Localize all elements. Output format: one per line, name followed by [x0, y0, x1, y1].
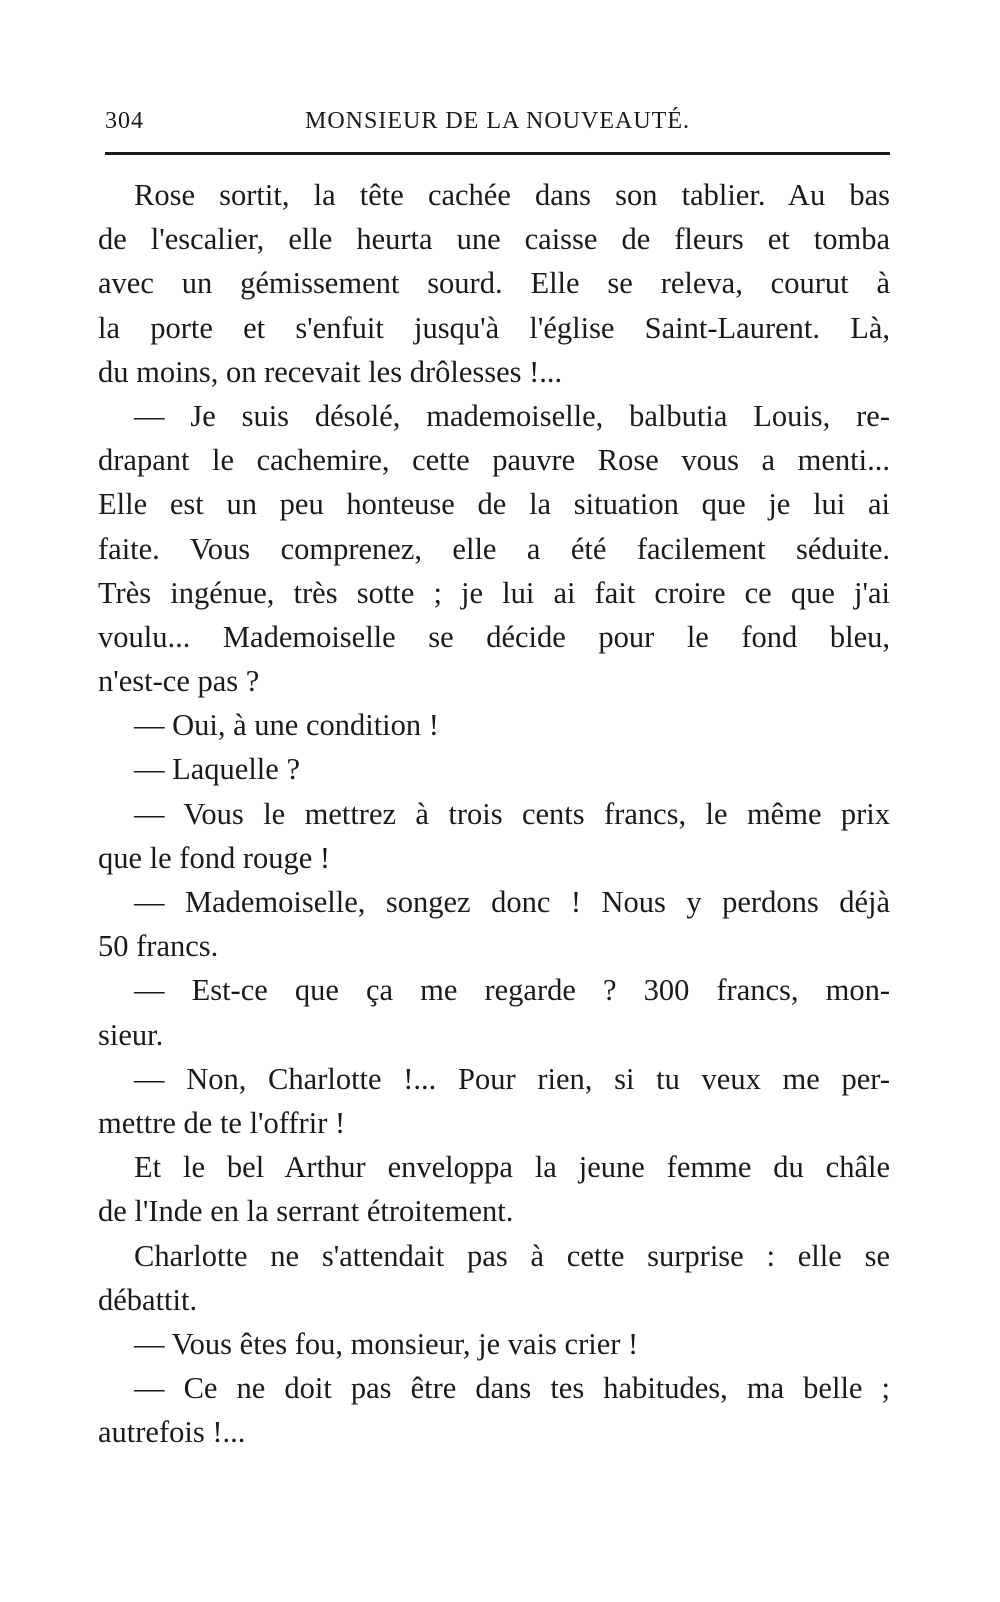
text-line: — Mademoiselle, songez donc ! Nous y perdons déjà — [134, 885, 890, 919]
text-line: mettre de te l'offrir ! — [98, 1105, 346, 1140]
text-line: de l'Inde en la serrant étroitement. — [98, 1194, 514, 1229]
text-line: Rose sortit, la tête cachée dans son tablier. Au bas — [134, 178, 890, 212]
text-line: n'est-ce pas ? — [98, 664, 260, 699]
text-line: — Ce ne doit pas être dans tes habitudes, ma belle ; — [134, 1371, 890, 1406]
text-line: — Non, Charlotte !... Pour rien, si tu veux me per- — [134, 1061, 890, 1096]
text-line: 50 francs. — [98, 929, 219, 964]
text-line: — Je suis désolé, mademoiselle, balbutia Louis, re- — [134, 398, 890, 433]
text-line: — Oui, à une condition ! — [134, 708, 439, 743]
text-line: Très ingénue, très sotte ; je lui ai fait croire ce que j'ai — [98, 575, 890, 610]
text-line: — Vous êtes fou, monsieur, je vais crier ! — [134, 1326, 639, 1361]
text-line: Elle est un peu honteuse de la situation que je lui ai — [98, 487, 890, 522]
text-line: débattit. — [98, 1282, 198, 1317]
text-line: drapant le cachemire, cette pauvre Rose vous a menti... — [98, 443, 890, 478]
header-rule — [105, 152, 890, 155]
text-line: avec un gémissement sourd. Elle se releva, courut à — [98, 266, 890, 301]
text-line: Charlotte ne s'attendait pas à cette surprise : elle se — [134, 1238, 890, 1273]
text-line: du moins, on recevait les drôlesses !... — [98, 354, 563, 389]
text-line: sieur. — [98, 1017, 164, 1052]
text-line: la porte et s'enfuit jusqu'à l'église Saint-Laurent. Là, — [98, 310, 890, 345]
text-line: — Vous le mettrez à trois cents francs, le même prix — [134, 796, 890, 831]
text-line: de l'escalier, elle heurta une caisse de fleurs et tomba — [98, 222, 890, 257]
text-line: faite. Vous comprenez, elle a été facilement séduite. — [98, 531, 890, 566]
running-head — [105, 104, 890, 138]
running-title: MONSIEUR DE LA NOUVEAUTÉ. — [305, 108, 690, 134]
text-line: — Laquelle ? — [134, 752, 300, 787]
text-line: autrefois !... — [98, 1415, 246, 1450]
text-line: voulu... Mademoiselle se décide pour le fond bleu, — [98, 619, 890, 654]
text-line: — Est-ce que ça me regarde ? 300 francs, mon- — [134, 973, 890, 1008]
body-text — [98, 173, 890, 1454]
text-line: Et le bel Arthur enveloppa la jeune femme du châle — [134, 1150, 890, 1185]
text-line: que le fond rouge ! — [98, 840, 331, 875]
page-number: 304 — [105, 108, 144, 134]
